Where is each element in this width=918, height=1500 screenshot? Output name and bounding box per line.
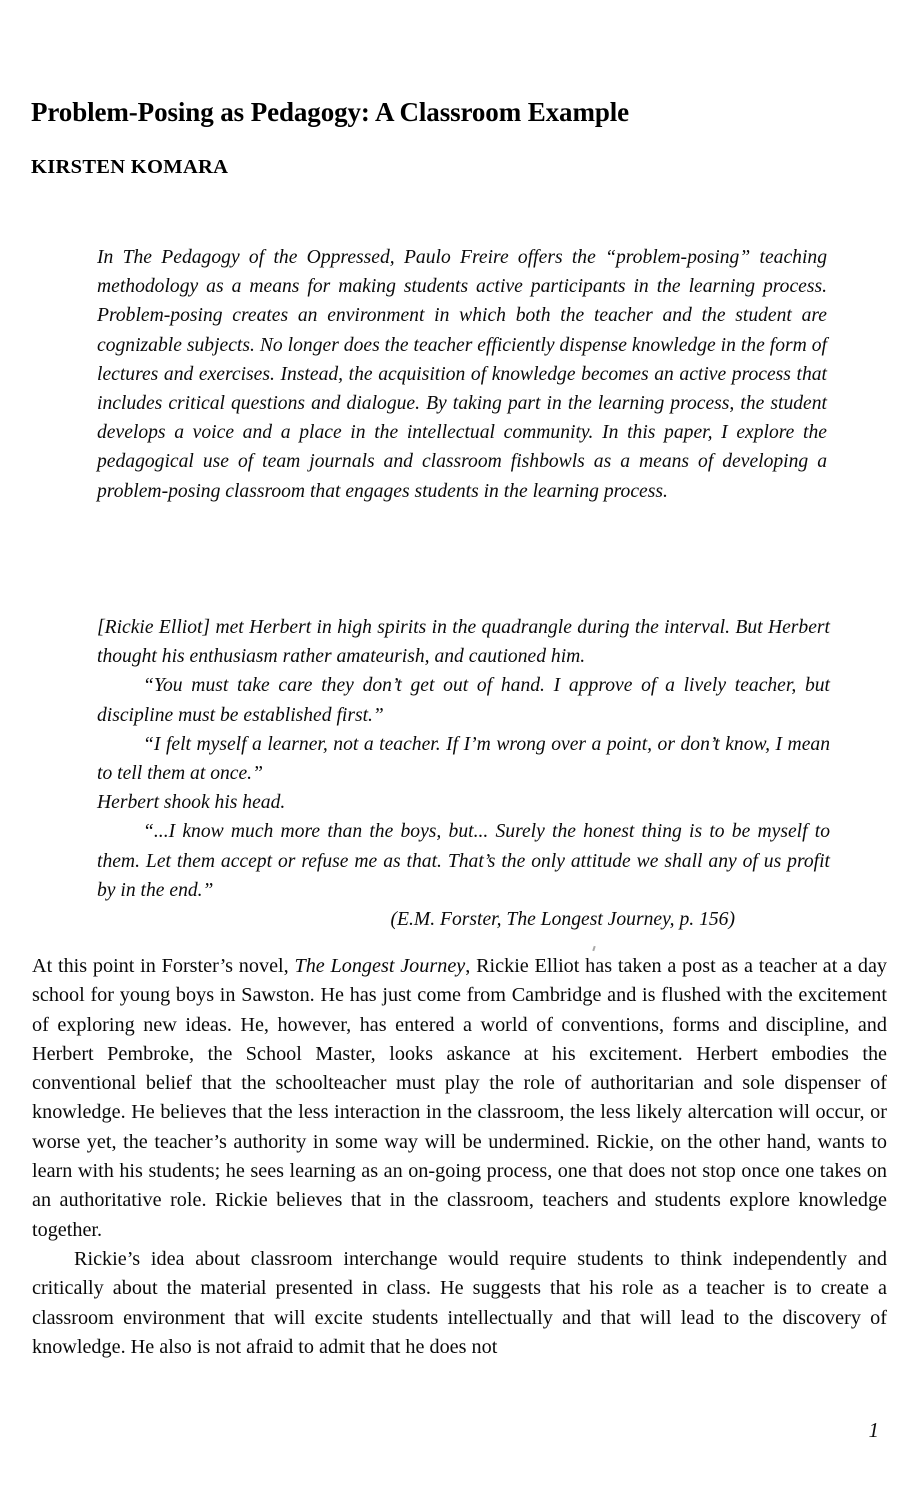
epigraph-paragraph: Herbert shook his head. bbox=[97, 792, 286, 814]
body-paragraph-1-lead: At this point in Forster’s novel, bbox=[32, 955, 295, 977]
body-paragraph-1-rest: , Rickie Elliot has taken a post as a teacher at a day school for young boys in Sawston. He has just come from Cambridge and is flushed with the excitement of exploring new ideas. He, however, has entered a world of conventions, forms and discipline, and Herbert Pembroke, the School Master, looks askance at his excitement. Herbert embodies the conventional belief that the schoolteacher must play the role of authoritarian and sole dispenser of knowledge. He believes that the less interaction in the classroom, the less likely altercation will occur, or worse yet, the teacher’s authority in some way will be undermined. Rickie, on the other hand, wants to learn with his students; he sees learning as an on-going process, one that does not stop once one takes on an authoritative role. Rickie believes that in the classroom, teachers and students explore knowledge together. bbox=[32, 955, 888, 1241]
author-name: KIRSTEN KOMARA bbox=[31, 156, 229, 178]
body-paragraph-1 bbox=[32, 952, 887, 1245]
body-text bbox=[32, 952, 887, 1362]
epigraph-paragraph: [Rickie Elliot] met Herbert in high spirits in the quadrangle during the interval. But Herbert thought his enthusiasm rather amateurish, and cautioned him. bbox=[97, 617, 830, 668]
abstract-block: In The Pedagogy of the Oppressed, Paulo Freire offers the “problem-posing” teaching methodology as a means for making students active participants in the learning process. Problem-posing creates an environment in which both the teacher and the student are cognizable subjects. No longer does the teacher efficiently dispense knowledge in the form of lectures and exercises. Instead, the acquisition of knowledge becomes an active process that includes critical questions and dialogue. By taking part in the learning process, the student develops a voice and a place in the intellectual community. In this paper, I explore the pedagogical use of team journals and classroom fishbowls as a means of developing a problem-posing classroom that engages students in the learning process. bbox=[97, 247, 827, 502]
page-title: Problem-Posing as Pedagogy: A Classroom Example bbox=[31, 97, 630, 128]
page-number: 1 bbox=[868, 1418, 879, 1442]
book-title-italic: The Longest Journey bbox=[294, 955, 466, 977]
epigraph-attribution: (E.M. Forster, The Longest Journey, p. 156) bbox=[390, 909, 735, 931]
epigraph-paragraph: “...I know much more than the boys, but... Surely the honest thing is to be myself to them. Let them accept or refuse me as that. That’s the only attitude we shall any of us profit by in the end.” bbox=[97, 821, 830, 901]
epigraph-paragraph: “I felt myself a learner, not a teacher. If I’m wrong over a point, or don’t know, I mean to tell them at once.” bbox=[97, 733, 830, 785]
epigraph-block bbox=[97, 613, 830, 934]
epigraph-paragraph: “You must take care they don’t get out of hand. I approve of a lively teacher, but discipline must be established first.” bbox=[97, 675, 830, 726]
scan-artifact-speck bbox=[592, 946, 595, 951]
body-paragraph-2: Rickie’s idea about classroom interchange would require students to think independently and critically about the material presented in class. He suggests that his role as a teacher is to create a classroom environment that will excite students intellectually and that will lead to the discovery of knowledge. He also is not afraid to admit that he does not bbox=[32, 1247, 887, 1358]
